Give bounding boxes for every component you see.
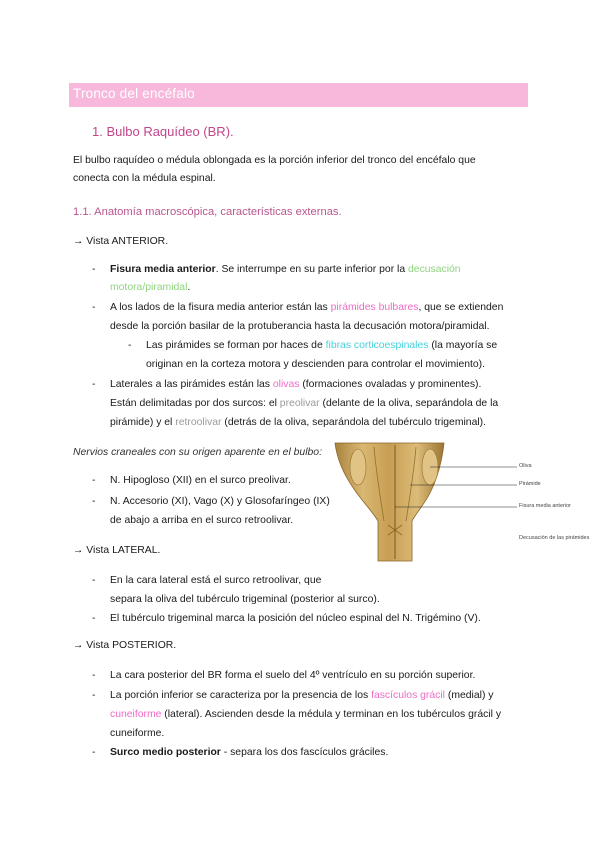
bullet: -: [92, 475, 96, 486]
lateral-item-2: El tubérculo trigeminal marca la posición del núcleo espinal del N. Trigémino (V).: [110, 613, 481, 624]
bullet: -: [128, 340, 132, 351]
highlight-preolivar: preolivar: [279, 398, 320, 409]
bullet: -: [92, 747, 96, 758]
highlight-cuneiforme: cuneiforme: [110, 709, 162, 720]
posterior-item-1: La cara posterior del BR forma el suelo del 4º ventrículo en su porción superior.: [110, 670, 476, 681]
nerves-heading: Nervios craneales con su origen aparente en el bulbo:: [73, 447, 322, 458]
anterior-item-1-line-2: [110, 280, 190, 296]
text: Las pirámides se forman por haces de: [146, 340, 326, 351]
anterior-item-2: [110, 300, 503, 316]
text: Laterales a las pirámides están las: [110, 379, 273, 390]
section-heading: 1. Bulbo Raquídeo (BR).: [92, 124, 234, 139]
bullet: -: [92, 690, 96, 701]
anterior-item-3-line-3: [110, 415, 486, 431]
text: (delante de la oliva, separándola de la: [319, 398, 499, 409]
posterior-item-3: [110, 745, 388, 761]
label-fisura: Fisura media anterior: [519, 503, 571, 509]
subheading: 1.1. Anatomía macroscópica, características externas.: [73, 206, 342, 218]
posterior-item-2-line-2: [110, 707, 501, 723]
label-oliva: Oliva: [519, 463, 532, 469]
anterior-subitem-line-2: originan en la corteza motora y descienden para controlar el movimiento).: [146, 359, 486, 370]
page-title: Tronco del encéfalo: [73, 86, 195, 101]
text: (medial) y: [444, 690, 494, 701]
posterior-item-2-line-3: cuneiforme.: [110, 728, 165, 739]
anterior-item-3: [110, 377, 481, 393]
text: (lateral). Ascienden desde la médula y terminan en los tubérculos grácil y: [161, 709, 502, 720]
highlight-fibras: fibras corticoespinales: [325, 340, 429, 351]
anterior-item-2-line-2: desde la porción basilar de la protuberancia hasta la decusación motora/piramidal.: [110, 321, 490, 332]
text: , que se extienden: [418, 302, 504, 313]
text: pirámide) y el: [110, 417, 176, 428]
bold-term: Fisura media anterior: [110, 264, 216, 275]
bullet: -: [92, 670, 96, 681]
label-piramide: Pirámide: [519, 481, 541, 487]
highlight-olivas: olivas: [272, 379, 300, 390]
text: (detrás de la oliva, separándola del tubérculo trigeminal).: [221, 417, 486, 428]
bullet: -: [92, 379, 96, 390]
intro-line-1: El bulbo raquídeo o médula oblongada es la porción inferior del tronco del encéfalo que: [73, 155, 476, 166]
nerves-item-2: N. Accesorio (XI), Vago (X) y Glosofaríngeo (IX): [110, 496, 330, 507]
anterior-item-3-line-2: [110, 396, 498, 412]
lateral-item-1-line-2: separa la oliva del tubérculo trigeminal (posterior al surco).: [110, 594, 380, 605]
text: - separa los dos fascículos gráciles.: [220, 747, 389, 758]
bullet: -: [92, 302, 96, 313]
medulla-figure: [332, 441, 590, 563]
view-posterior-label: → Vista POSTERIOR.: [73, 640, 177, 651]
nerves-item-1: N. Hipogloso (XII) en el surco preolivar.: [110, 475, 291, 486]
bullet: -: [92, 575, 96, 586]
text: (formaciones ovaladas y prominentes).: [299, 379, 482, 390]
highlight-motora: motora/piramidal: [110, 282, 188, 293]
highlight-piramides: pirámides bulbares: [330, 302, 419, 313]
anterior-item-1: [110, 262, 461, 278]
highlight-decusacion: decusación: [408, 264, 461, 275]
intro-line-2: conecta con la médula espinal.: [73, 173, 216, 184]
bullet: -: [92, 264, 96, 275]
highlight-retroolivar: retroolivar: [175, 417, 222, 428]
view-lateral-label: → Vista LATERAL.: [73, 545, 161, 556]
view-anterior-label: → Vista ANTERIOR.: [73, 236, 169, 247]
text: Están delimitadas por dos surcos: el: [110, 398, 280, 409]
lateral-item-1: En la cara lateral está el surco retroolivar, que: [110, 575, 322, 586]
nerves-item-2-line-2: de abajo a arriba en el surco retroolivar.: [110, 515, 294, 526]
text: (la mayoría se: [428, 340, 498, 351]
bullet: -: [92, 496, 96, 507]
anterior-subitem: [146, 338, 497, 354]
highlight-gracil: fascículos grácil: [371, 690, 445, 701]
bold-term: Surco medio posterior: [110, 747, 221, 758]
posterior-item-2: [110, 688, 493, 704]
text: A los lados de la fisura media anterior están las: [110, 302, 331, 313]
brainstem-illustration: [332, 441, 557, 563]
text: .: [187, 282, 191, 293]
label-decusacion: Decusación de las pirámides: [519, 535, 590, 541]
text: La porción inferior se caracteriza por la presencia de los: [110, 690, 372, 701]
bullet: -: [92, 613, 96, 624]
text: . Se interrumpe en su parte inferior por la: [215, 264, 409, 275]
